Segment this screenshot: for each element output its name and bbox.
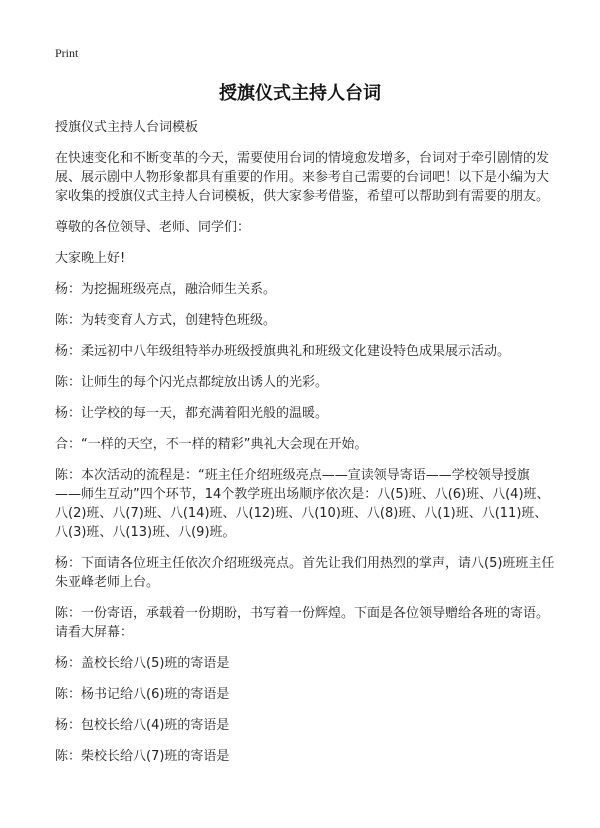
paragraph-line: 合：“一样的天空，不一样的精彩”典礼大会现在开始。 <box>55 437 368 452</box>
document-title: 授旗仪式主持人台词 <box>219 83 381 104</box>
paragraph-line: 杨：为挖掘班级亮点，融洽师生关系。 <box>55 282 277 297</box>
paragraph-line: 陈：一份寄语，承载着一份期盼，书写着一份辉煌。下面是各位领导赠给各班的寄语。请看大屏幕： <box>55 606 550 640</box>
paragraph-intro: 在快速变化和不断变革的今天，需要使用台词的情境愈发增多，台词对于牵引剧情的发展、展示剧中人物形象都具有重要的作用。来参考自己需要的台词吧！以下是小编为大家收集的授旗仪式主持人台词模板，供大家参考借鉴，希望可以帮助到有需要的朋友。 <box>55 151 550 204</box>
paragraph-line: 陈：为转变育人方式，创建特色班级。 <box>55 313 277 328</box>
paragraph-salutation: 尊敬的各位领导、老师、同学们： <box>55 220 251 235</box>
document-body <box>55 118 555 778</box>
paragraph-line: 陈：杨书记给八(6)班的寄语是 <box>55 687 230 702</box>
paragraph-line: 陈：让师生的每个闪光点都绽放出诱人的光彩。 <box>55 375 329 390</box>
paragraph-line: 杨：盖校长给八(5)班的寄语是 <box>55 656 230 671</box>
print-link[interactable]: Print <box>55 46 79 60</box>
paragraph-line: 杨：包校长给八(4)班的寄语是 <box>55 718 230 733</box>
paragraph-line: 陈：本次活动的流程是：“班主任介绍班级亮点——宣读领导寄语——学校领导授旗——师生互动”四个环节，14个教学班出场顺序依次是：八(5)班、八(6)班、八(4)班、八(2)班、八(7)班、八(14)班、八(12)班、八(10)班、八(8)班、八(1)班、八(11)班、八(3)班、八(13)班、八(9)班。 <box>55 468 550 540</box>
paragraph-line: 杨：下面请各位班主任依次介绍班级亮点。首先让我们用热烈的掌声，请八(5)班班主任朱亚峰老师上台。 <box>55 556 555 590</box>
paragraph-line: 杨：让学校的每一天，都充满着阳光般的温暖。 <box>55 406 329 421</box>
paragraph-greeting: 大家晚上好! <box>55 251 126 266</box>
paragraph-line: 陈：柴校长给八(7)班的寄语是 <box>55 749 230 764</box>
paragraph-subtitle: 授旗仪式主持人台词模板 <box>55 120 199 135</box>
paragraph-line: 杨：柔远初中八年级组特举办班级授旗典礼和班级文化建设特色成果展示活动。 <box>55 344 511 359</box>
